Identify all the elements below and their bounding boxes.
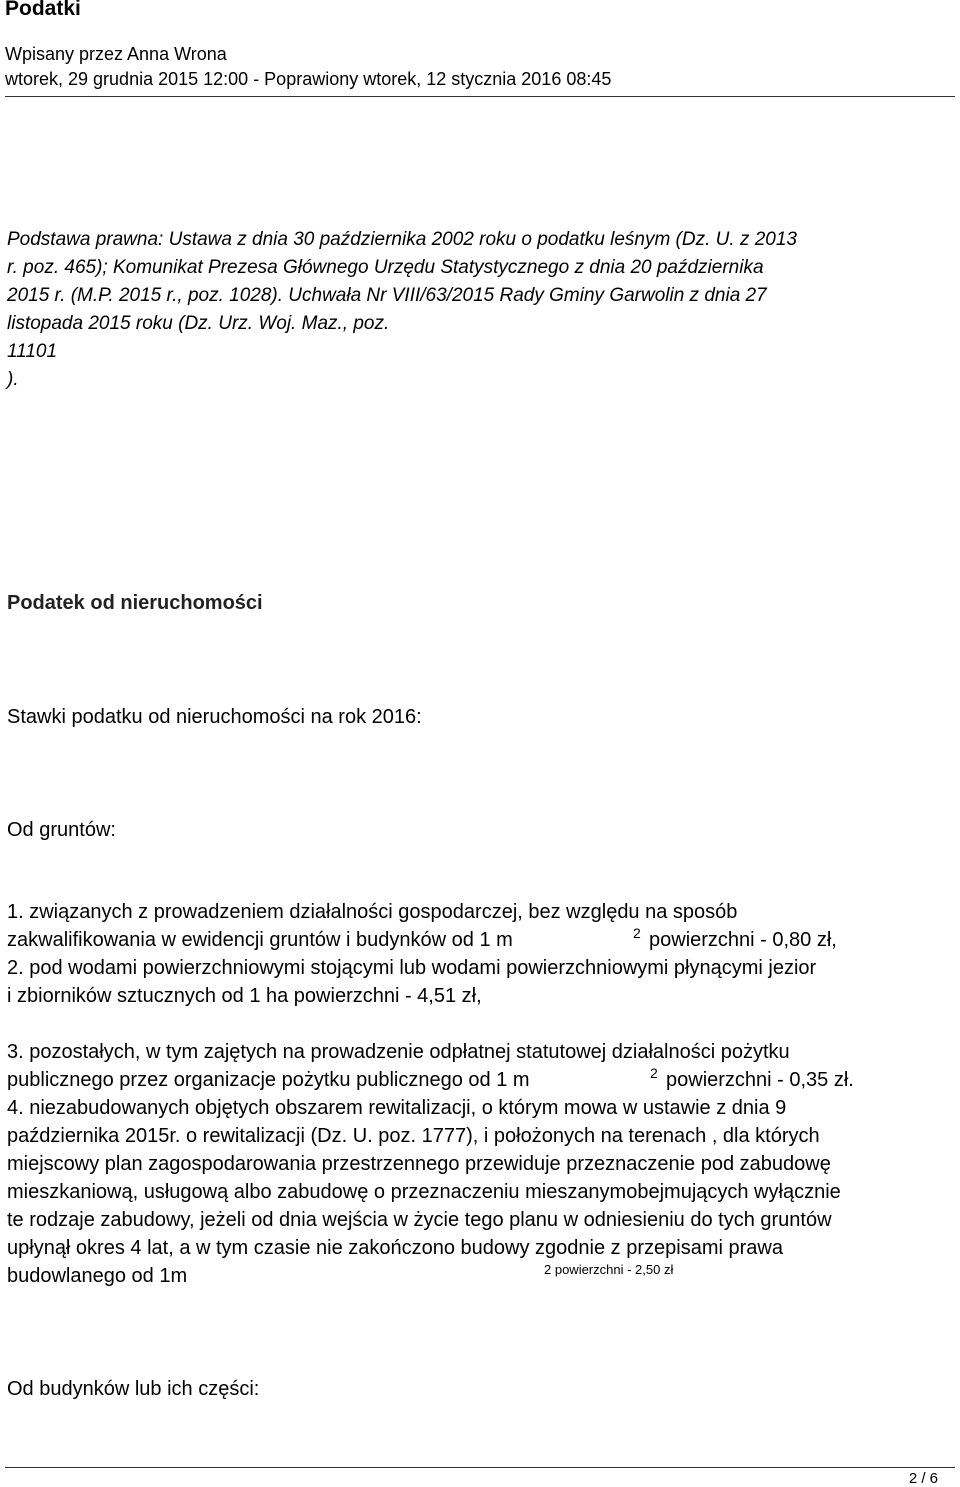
legal-basis-line: Podstawa prawna: Ustawa z dnia 30 października 2002 roku o podatku leśnym (Dz. U. z 2013 bbox=[7, 229, 797, 250]
item2-line: i zbiorników sztucznych od 1 ha powierzchni - 4,51 zł, bbox=[7, 985, 482, 1007]
page-number: 2 / 6 bbox=[908, 1470, 938, 1487]
item3-rest: powierzchni - 0,35 zł. bbox=[666, 1069, 854, 1091]
item1-line: 1. związanych z prowadzeniem działalności gospodarczej, bez względu na sposób bbox=[7, 901, 738, 923]
item4-line: te rodzaje zabudowy, jeżeli od dnia wejścia w życie tego planu w odniesieniu do tych gruntów bbox=[7, 1209, 832, 1231]
rates-intro: Stawki podatku od nieruchomości na rok 2016: bbox=[7, 706, 422, 728]
header-divider bbox=[5, 96, 955, 97]
item1-line: zakwalifikowania w ewidencji gruntów i budynków od 1 m bbox=[7, 929, 513, 951]
footer-divider bbox=[5, 1467, 955, 1468]
item4-line: budowlanego od 1m bbox=[7, 1265, 188, 1287]
section-heading: Podatek od nieruchomości bbox=[7, 592, 263, 614]
item3-line: 3. pozostałych, w tym zajętych na prowadzenie odpłatnej statutowej działalności pożytku bbox=[7, 1041, 790, 1063]
page-title: Podatki bbox=[5, 0, 81, 20]
item1-rest: powierzchni - 0,80 zł, bbox=[649, 929, 837, 951]
item4-line: miejscowy plan zagospodarowania przestrzennego przewiduje przeznaczenie pod zabudowę bbox=[7, 1153, 831, 1175]
legal-basis-line: 11101 bbox=[7, 341, 58, 362]
item3-sup: 2 bbox=[650, 1065, 658, 1081]
author-line: Wpisany przez Anna Wrona bbox=[5, 44, 227, 64]
land-heading: Od gruntów: bbox=[7, 819, 116, 841]
item4-line: 4. niezabudowanych objętych obszarem rewitalizacji, o którym mowa w ustawie z dnia 9 bbox=[7, 1097, 787, 1119]
legal-basis-line: 2015 r. (M.P. 2015 r., poz. 1028). Uchwała Nr VIII/63/2015 Rady Gminy Garwolin z dnia 27 bbox=[7, 285, 767, 306]
item4-line: upłynął okres 4 lat, a w tym czasie nie zakończono budowy zgodnie z przepisami prawa bbox=[7, 1237, 783, 1259]
buildings-heading: Od budynków lub ich części: bbox=[7, 1378, 260, 1400]
item2-line: 2. pod wodami powierzchniowymi stojącymi lub wodami powierzchniowymi płynącymi jezior bbox=[7, 957, 817, 979]
item3-line: publicznego przez organizacje pożytku publicznego od 1 m bbox=[7, 1069, 530, 1091]
legal-basis-line: r. poz. 465); Komunikat Prezesa Głównego Urzędu Statystycznego z dnia 20 października bbox=[7, 257, 764, 278]
item1-sup: 2 bbox=[633, 925, 641, 941]
dates-line: wtorek, 29 grudnia 2015 12:00 - Poprawiony wtorek, 12 stycznia 2016 08:45 bbox=[5, 69, 612, 89]
item4-small: 2 powierzchni - 2,50 zł bbox=[544, 1262, 674, 1277]
legal-basis-line: ). bbox=[7, 369, 19, 390]
item4-line: października 2015r. o rewitalizacji (Dz. U. poz. 1777), i położonych na terenach , dla których bbox=[7, 1125, 820, 1147]
item4-line: mieszkaniową, usługową albo zabudowę o przeznaczeniu mieszanymobejmujących wyłącznie bbox=[7, 1181, 841, 1203]
legal-basis-line: listopada 2015 roku (Dz. Urz. Woj. Maz., poz. bbox=[7, 313, 390, 334]
